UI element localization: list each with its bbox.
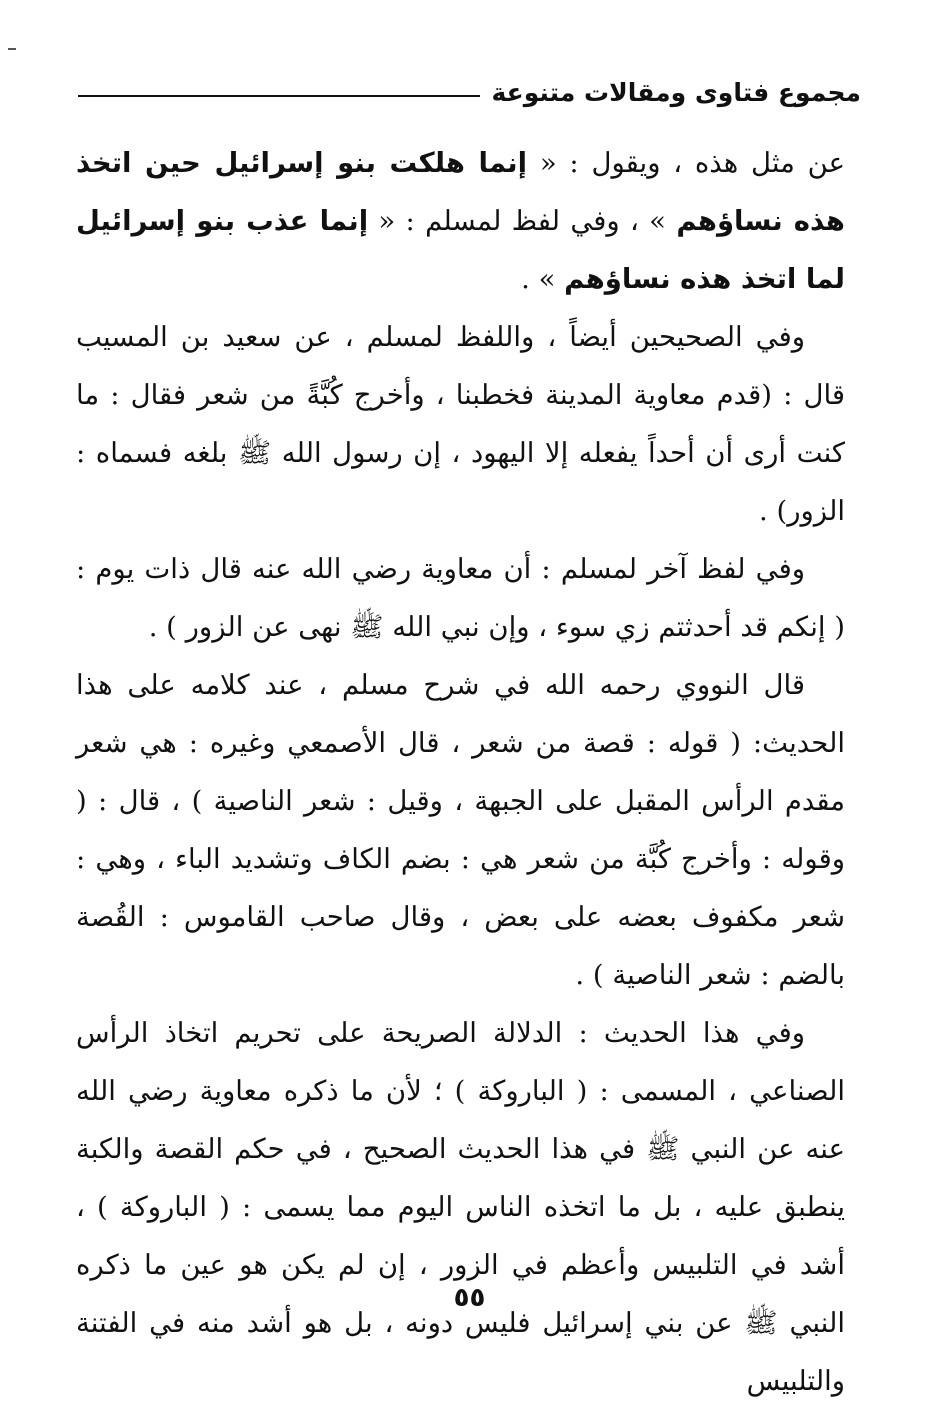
paragraph-p3 [76,540,845,656]
body-span: وفي الصحيحين أيضاً ، واللفظ لمسلم ، عن سعيد بن المسيب قال : (قدم معاوية المدينة فخطبنا ، وأخرج كُبَّةً من شعر فقال : ما كنت أرى أن أحداً يفعله إلا اليهود ، إن رسول الله ﷺ بلغه فسماه : الزور) . [76,321,845,527]
hadith-quote: إنما هلكت بنو إسرائيل حين اتخذ هذه نساؤهم [76,147,845,237]
body-span: » ، وفي لفظ لمسلم : « [368,205,677,237]
hadith-quote: إنما عذب بنو إسرائيل لما اتخذ هذه نساؤهم [76,205,845,295]
body-span: وفي لفظ آخر لمسلم : أن معاوية رضي الله عنه قال ذات يوم : ( إنكم قد أحدثتم زي سوء ، وإن نبي الله ﷺ نهى عن الزور ) . [76,553,845,643]
paragraph-p5 [76,1004,845,1410]
body-span: وفي هذا الحديث : الدلالة الصريحة على تحريم اتخاذ الرأس الصناعي ، المسمى : ( الباروكة ) ؛ لأن ما ذكره معاوية رضي الله عنه عن النبي ﷺ في هذا الحديث الصحيح ، في حكم القصة والكبة ينطبق عليه ، بل ما اتخذه الناس اليوم مما يسمى : ( الباروكة ) ، أشد في التلبيس وأعظم في الزور ، إن لم يكن هو عين ما ذكره النبي ﷺ عن بني إسرائيل فليس دونه ، بل هو أشد منه في الفتنة والتلبيس [76,1017,845,1397]
paragraph-p1 [76,134,845,308]
body-text [76,134,845,1410]
running-header [78,70,861,114]
scan-mark [8,48,16,50]
body-span: عن مثل هذه ، ويقول : « [527,147,845,179]
page-number: ٥٥ [453,1283,486,1313]
body-span: قال النووي رحمه الله في شرح مسلم ، عند كلامه على هذا الحديث: ( قوله : قصة من شعر ، قال الأصمعي وغيره : هي شعر مقدم الرأس المقبل على الجبهة ، وقيل : شعر الناصية ) ، قال : ( وقوله : وأخرج كُبَّة من شعر هي : بضم الكاف وتشديد الباء ، وهي : شعر مكفوف بعضه على بعض ، وقال صاحب القاموس : القُصة بالضم : شعر الناصية ) . [76,669,845,991]
paragraph-p2 [76,308,845,540]
paragraph-p4 [76,656,845,1004]
header-rule [78,95,480,97]
header-title: مجموع فتاوى ومقالات متنوعة [491,77,861,107]
body-span: » . [521,263,565,295]
